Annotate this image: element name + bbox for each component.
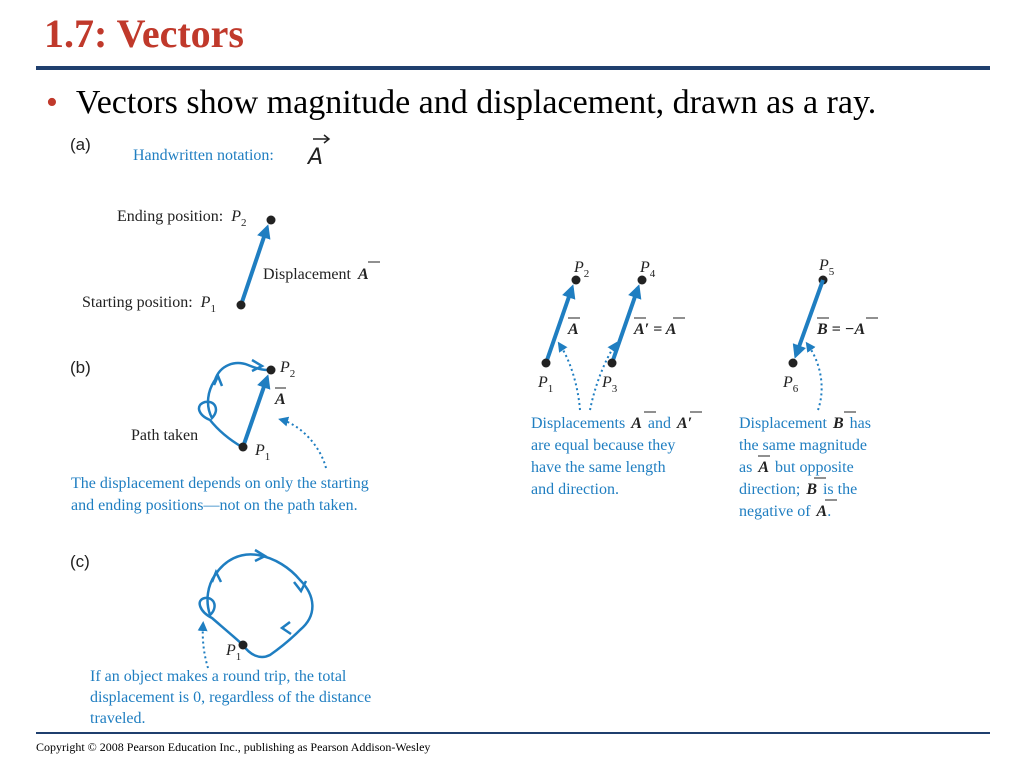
displacement-label: Displacement A xyxy=(263,266,369,283)
caption-eq-line2: are equal because they xyxy=(531,437,676,454)
p3-label-eq: $P_3$ xyxy=(602,374,618,395)
point-p2-b xyxy=(267,366,276,375)
caption-b-line1: The displacement depends on only the starting xyxy=(71,475,369,492)
point-p4-eq xyxy=(638,276,647,285)
caption-neg-line5: negative of A. xyxy=(739,503,832,520)
caption-neg-line1: Displacement B has xyxy=(739,415,871,432)
round-trip-curve xyxy=(200,554,313,657)
displacement-arrow-b xyxy=(243,378,267,447)
footer-divider xyxy=(36,732,990,734)
point-p6 xyxy=(789,359,798,368)
pointer-arrow-neg xyxy=(808,345,822,410)
pointer-arrow-c xyxy=(203,625,208,668)
p4-label-eq: $P_4$ xyxy=(640,259,656,280)
caption-neg-line3: as A but opposite xyxy=(739,459,854,476)
path-taken-label: Path taken xyxy=(131,427,199,444)
panel-a-label: (a) xyxy=(70,135,91,154)
p6-label: $P_6$ xyxy=(783,374,799,395)
vector-a-label-b: A xyxy=(275,391,286,408)
p1-label-c: $P_1$ xyxy=(226,642,242,663)
point-p1-a xyxy=(237,301,246,310)
copyright-text: Copyright © 2008 Pearson Education Inc., publishing as Pearson Addison-Wesley xyxy=(36,740,431,754)
bullet-text: Vectors show magnitude and displacement, drawn as a ray. xyxy=(75,84,877,121)
caption-c-line1: If an object makes a round trip, the total xyxy=(90,668,347,685)
caption-neg-line4: direction; B is the xyxy=(739,481,858,498)
panel-c-label: (c) xyxy=(70,552,90,571)
p2-label-eq: $P_2$ xyxy=(574,259,590,280)
p5-label: $P_5$ xyxy=(819,257,835,278)
point-p2-eq xyxy=(572,276,581,285)
svg-text:A: A xyxy=(308,145,324,170)
point-p3-eq xyxy=(608,359,617,368)
pointer-arrow-b xyxy=(282,420,326,468)
point-p2-a xyxy=(267,216,276,225)
p1-label-b: $P_1$ xyxy=(255,442,271,463)
caption-eq-line3: have the same length xyxy=(531,459,666,476)
panel-b-label: (b) xyxy=(70,358,91,377)
ending-position-label: Ending position: $P_2$ xyxy=(117,208,247,229)
pointer-arrow-eq-left xyxy=(560,345,580,410)
p2-label-b: $P_2$ xyxy=(280,359,296,380)
vector-a-prime-eq-label: A′ = A xyxy=(634,321,677,338)
caption-c-line2: displacement is 0, regardless of the distance xyxy=(90,689,372,706)
caption-c-line3: traveled. xyxy=(90,710,146,727)
caption-eq-line4: and direction. xyxy=(531,481,619,498)
point-p1-c xyxy=(239,641,248,650)
vector-b-eq-label: B = −A xyxy=(817,321,866,338)
slide-title: 1.7: Vectors xyxy=(44,11,244,56)
point-p1-eq xyxy=(542,359,551,368)
bullet-icon: • xyxy=(46,84,58,121)
handwritten-notation-label: Handwritten notation: xyxy=(133,147,274,164)
caption-neg-line2: the same magnitude xyxy=(739,437,867,454)
caption-b-line2: and ending positions—not on the path taken. xyxy=(71,497,358,514)
p1-label-eq: $P_1$ xyxy=(538,374,554,395)
caption-eq-line1: Displacements A and A′ xyxy=(531,415,693,432)
vector-a-label-eq: A xyxy=(568,321,579,338)
point-p1-b xyxy=(239,443,248,452)
handwritten-symbol xyxy=(306,135,329,170)
starting-position-label: Starting position: $P_1$ xyxy=(82,294,216,315)
